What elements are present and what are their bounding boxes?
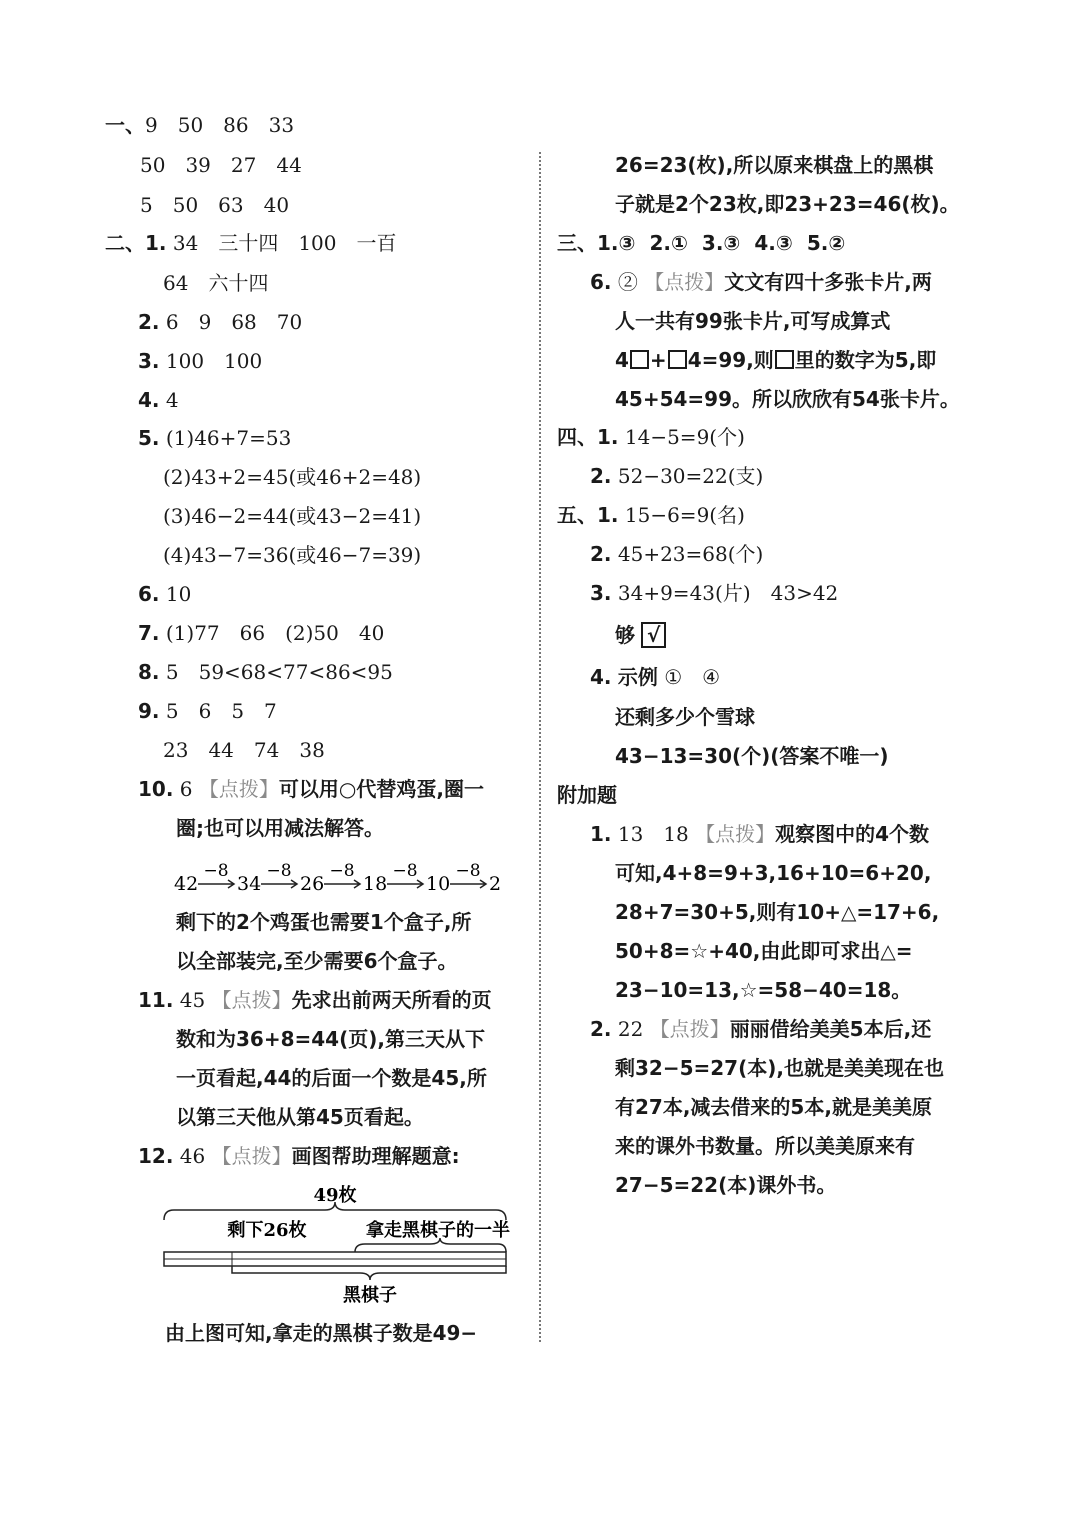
q5-4: 4. 示例 ① ④ [590,665,721,689]
section-1-row-3: 5 50 63 40 [140,193,290,217]
q2-11-line-4: 以第三天他从第45页看起。 [176,1105,424,1129]
extra-2-line-3: 有27本,减去借来的5本,就是美美原 [615,1095,932,1119]
q2-7: 7. (1)77 66 (2)50 40 [138,621,385,645]
section-1-row-2: 50 39 27 44 [140,153,302,177]
q3-6-line-4: 45+54=99。所以欣欣有54张卡片。 [615,387,960,411]
extra-2-line-5: 27−5=22(本)课外书。 [615,1173,837,1197]
q5-2: 2. 45+23=68(个) [590,542,764,566]
q2-10-line-4: 以全部装完,至少需要6个盒子。 [176,949,458,973]
q2-8: 8. 5 59<68<77<86<95 [138,660,393,684]
q3-6: 6. ② 【点拨】文文有四十多张卡片,两 [590,270,932,294]
diagram-bottom-label: 黑棋子 [343,1285,397,1306]
bottom-brace [232,1266,506,1280]
extra-1-line-4: 50+8=☆+40,由此即可求出△= [615,939,913,963]
extra-2: 2. 22 【点拨】丽丽借给美美5本后,还 [590,1017,932,1041]
chain-arrow [450,880,486,888]
chain-number: 2 [489,873,502,895]
q5-4-line-2: 还剩多少个雪球 [615,705,755,729]
q5-4-line-3: 43−13=30(个)(答案不唯一) [615,744,889,768]
chain-number: 42 [174,873,199,895]
chain-arrow [387,880,423,888]
q3-6-line-2: 人一共有99张卡片,可写成算式 [615,309,891,333]
tip-label: 【点拨】 [198,777,279,801]
chain-operation: −8 [266,861,292,881]
check-box: √ [641,622,666,648]
q2-11-line-3: 一页看起,44的后面一个数是45,所 [176,1066,487,1090]
chain-number: 10 [426,873,451,895]
chain-operation: −8 [392,861,418,881]
q5-1: 五、1. 15−6=9(名) [557,503,745,527]
q4-2: 2. 52−30=22(支) [590,464,764,488]
chain-arrow [324,880,360,888]
subtraction-chain [170,852,535,900]
q2-5: 5. (1)46+7=53 [138,426,292,450]
q2-5-3: (3)46−2=44(或43−2=41) [163,504,422,528]
extra-1: 1. 13 18 【点拨】观察图中的4个数 [590,822,930,846]
extra-title: 附加题 [557,783,617,807]
q4-1: 四、1. 14−5=9(个) [557,425,745,449]
q2-3: 3. 100 100 [138,349,263,373]
q2-11-line-2: 数和为36+8=44(页),第三天从下 [176,1027,485,1051]
q2-12-line-2: 由上图可知,拿走的黑棋子数是49− [165,1321,478,1345]
blank-box [775,350,794,369]
q2-10-line-2: 圈;也可以用减法解答。 [176,816,384,840]
blank-box [630,350,649,369]
q5-3-enough: 够 √ [615,620,666,650]
extra-1-line-2: 可知,4+8=9+3,16+10=6+20, [615,861,932,885]
q2-1-row-2: 64 六十四 [163,271,269,295]
chain-operation: −8 [203,861,229,881]
chain-number: 18 [363,873,388,895]
q2-1: 二、1. 34 三十四 100 一百 [105,231,397,255]
diagram-right-label: 拿走黑棋子的一半 [366,1220,510,1241]
extra-2-line-4: 来的课外书数量。所以美美原来有 [615,1134,915,1158]
chess-diagram [160,1180,520,1310]
chain-operation: −8 [455,861,481,881]
column-divider [539,152,541,1342]
right-cont-line-2: 子就是2个23枚,即23+23=46(枚)。 [615,192,960,216]
q2-12: 12. 46 【点拨】画图帮助理解题意: [138,1144,460,1168]
diagram-total-label: 49枚 [313,1185,357,1206]
q2-2: 2. 6 9 68 70 [138,310,303,334]
q2-5-2: (2)43+2=45(或46+2=48) [163,465,422,489]
q2-4: 4. 4 [138,388,179,412]
q2-10-line-3: 剩下的2个鸡蛋也需要1个盒子,所 [176,910,472,934]
q5-3: 3. 34+9=43(片) 43>42 [590,581,839,605]
extra-1-line-5: 23−10=13,☆=58−40=18。 [615,978,912,1002]
chain-arrow [261,880,297,888]
top-brace [164,1202,506,1220]
right-cont-line-1: 26=23(枚),所以原来棋盘上的黑棋 [615,153,934,177]
chain-number: 34 [237,873,262,895]
q2-9-row-2: 23 44 74 38 [163,738,325,762]
q2-5-4: (4)43−7=36(或46−7=39) [163,543,422,567]
extra-2-line-2: 剩32−5=27(本),也就是美美现在也 [615,1056,944,1080]
diagram-left-label: 剩下26枚 [227,1220,307,1241]
blank-box [668,350,687,369]
section-1: 一、9 50 86 33 [105,113,295,137]
chain-operation: −8 [329,861,355,881]
q3-6-line-3: 4 + 4=99,则 里的数字为5,即 [615,348,937,372]
q2-11: 11. 45 【点拨】先求出前两天所看的页 [138,988,492,1012]
q2-10: 10. 6 【点拨】可以用○代替鸡蛋,圈一 [138,777,484,801]
q2-9: 9. 5 6 5 7 [138,699,277,723]
q2-6: 6. 10 [138,582,192,606]
section-3: 三、1.③ 2.① 3.③ 4.③ 5.② [557,231,846,255]
extra-1-line-3: 28+7=30+5,则有10+△=17+6, [615,900,940,924]
chain-number: 26 [300,873,325,895]
chain-arrow [198,880,234,888]
